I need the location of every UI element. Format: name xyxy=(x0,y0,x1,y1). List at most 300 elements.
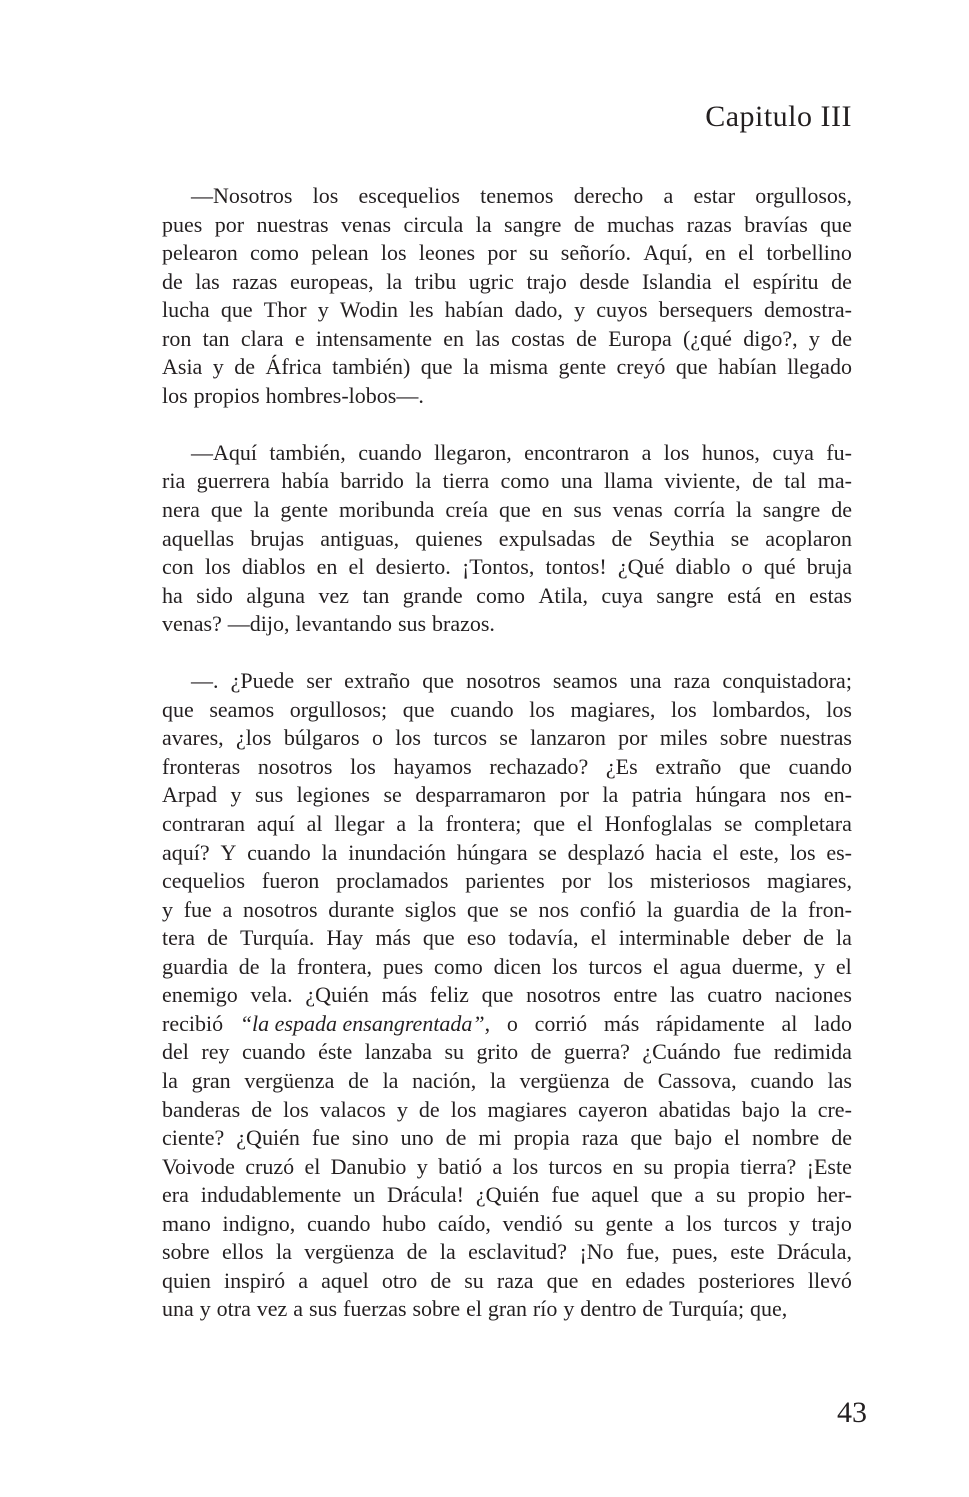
word: vendió xyxy=(502,1210,563,1236)
word: diablos xyxy=(241,554,306,580)
word: y xyxy=(212,354,224,380)
word: sobre xyxy=(412,1296,461,1322)
word: que xyxy=(630,1125,663,1151)
word: —. xyxy=(191,668,219,694)
word: de xyxy=(234,354,255,380)
word: aquellas xyxy=(162,525,235,551)
word: de xyxy=(831,497,852,523)
word: rápidamente xyxy=(656,1010,765,1036)
word: inundación xyxy=(348,839,446,865)
word: frontera; xyxy=(445,811,522,837)
word: indudablemente xyxy=(200,1182,342,1208)
word: Arpad xyxy=(162,782,217,808)
word: su xyxy=(528,240,549,266)
word: intensamente xyxy=(315,325,432,351)
text-line xyxy=(162,1181,852,1210)
word: Aquí, xyxy=(643,240,693,266)
word: de xyxy=(623,1067,645,1093)
word: inspiró xyxy=(223,1267,286,1293)
word: la xyxy=(462,354,479,380)
word: al xyxy=(306,811,323,837)
word: con xyxy=(162,554,194,580)
word: húngara xyxy=(695,782,767,808)
paragraph-gap xyxy=(162,639,852,668)
word: nos xyxy=(779,782,811,808)
word: Honfoglalas xyxy=(604,811,713,837)
word: ¿Quién xyxy=(236,1125,300,1151)
word: torbellino xyxy=(766,240,852,266)
word: Seythia xyxy=(648,525,715,551)
word: Voivode xyxy=(162,1153,235,1179)
text-line xyxy=(162,1267,852,1296)
word: como xyxy=(433,953,483,979)
word: ¿los xyxy=(236,725,272,751)
word: es- xyxy=(826,839,852,865)
word: seamos xyxy=(552,668,618,694)
word: rey xyxy=(201,1039,230,1065)
word: eso xyxy=(466,925,497,951)
text-line xyxy=(162,953,852,982)
word: que xyxy=(210,497,243,523)
word: guerra? xyxy=(563,1039,630,1065)
word: trajo xyxy=(526,268,567,294)
word: la xyxy=(790,1096,807,1122)
text-line xyxy=(162,781,852,810)
text-line xyxy=(162,1067,852,1096)
word: de xyxy=(749,896,771,922)
word: caído, xyxy=(437,1210,491,1236)
word: pelearon xyxy=(162,240,238,266)
word: de xyxy=(430,1267,452,1293)
text-line xyxy=(162,1124,852,1153)
text-line xyxy=(162,1210,852,1239)
word: y xyxy=(788,1210,800,1236)
word: frontera, xyxy=(296,953,373,979)
word: ¡Este xyxy=(806,1153,852,1179)
word: orgullosos; xyxy=(289,696,388,722)
word: que xyxy=(675,354,708,380)
text-line xyxy=(162,496,852,525)
word: gente xyxy=(558,354,607,380)
word: de xyxy=(238,953,260,979)
word: razas xyxy=(686,211,732,237)
word: grande xyxy=(402,582,463,608)
text-line xyxy=(162,1096,852,1125)
word: el xyxy=(712,839,729,865)
word: edades xyxy=(625,1267,686,1293)
word: —dijo, xyxy=(227,611,290,637)
word: ¡Tontos, xyxy=(461,554,535,580)
word: que xyxy=(820,211,852,237)
word: hunos, xyxy=(701,439,760,465)
text-line xyxy=(162,667,852,696)
word: el xyxy=(724,1125,740,1151)
word: ellos xyxy=(222,1239,264,1265)
word: pues xyxy=(382,953,424,979)
word: por xyxy=(214,211,245,237)
word: desparramaron xyxy=(415,782,547,808)
word: completara xyxy=(754,811,852,837)
word: la xyxy=(439,1239,456,1265)
word: quienes xyxy=(415,525,483,551)
word: los xyxy=(670,696,697,722)
word: durante xyxy=(328,896,395,922)
word: o xyxy=(741,554,753,580)
word: conquistadora; xyxy=(722,668,852,694)
word: está xyxy=(727,582,762,608)
word: ma- xyxy=(817,468,852,494)
word: circula xyxy=(403,211,464,237)
word: aquel xyxy=(321,1267,369,1293)
word: tierra xyxy=(442,468,490,494)
word: había xyxy=(281,468,329,494)
word: vez xyxy=(318,582,349,608)
word: bruja xyxy=(806,554,852,580)
word: y xyxy=(563,1296,575,1322)
word: los xyxy=(283,1096,309,1122)
word: moribunda xyxy=(339,497,435,523)
word: nos xyxy=(538,896,570,922)
word: fronteras xyxy=(162,753,241,779)
word: tan xyxy=(362,582,390,608)
word: extraño xyxy=(655,753,722,779)
word: expulsadas xyxy=(498,525,596,551)
word: que xyxy=(546,1267,579,1293)
word: que xyxy=(481,982,514,1008)
word: de xyxy=(573,211,595,237)
word: vergüenza xyxy=(244,1067,335,1093)
word: gran xyxy=(487,1296,527,1322)
word: que xyxy=(739,753,771,779)
word: banderas xyxy=(162,1096,241,1122)
word: de xyxy=(418,1096,440,1122)
word: húngara xyxy=(456,839,528,865)
word: que xyxy=(650,1182,683,1208)
word: las xyxy=(475,325,500,351)
word: fue xyxy=(733,1039,762,1065)
word: dado, xyxy=(514,297,563,323)
word: de xyxy=(445,1125,467,1151)
word: cuando xyxy=(750,1067,814,1093)
word: de xyxy=(752,468,773,494)
word: vela. xyxy=(250,982,293,1008)
word: estas xyxy=(809,582,852,608)
word: cuando xyxy=(358,439,422,465)
word: en xyxy=(774,582,796,608)
text-line xyxy=(162,810,852,839)
word: Turquía; xyxy=(669,1296,745,1322)
word: agua xyxy=(679,953,722,979)
word: la xyxy=(602,782,619,808)
word: por xyxy=(618,725,648,751)
word: la xyxy=(321,839,338,865)
word: aquí xyxy=(256,811,295,837)
text-line xyxy=(162,1238,852,1267)
word: raza xyxy=(496,1267,534,1293)
word: y xyxy=(230,782,242,808)
word: en xyxy=(316,554,338,580)
word: nosotros xyxy=(526,982,601,1008)
text-line xyxy=(162,211,852,240)
word: siglos xyxy=(404,896,457,922)
word: feliz xyxy=(429,982,469,1008)
word: de xyxy=(803,925,824,951)
word: la xyxy=(415,468,432,494)
word: valacos xyxy=(319,1096,386,1122)
italic-phrase: “la espada ensangrentada”, xyxy=(239,1010,491,1036)
word: los xyxy=(350,753,376,779)
word: se xyxy=(383,782,402,808)
word: otro xyxy=(381,1267,418,1293)
word: de xyxy=(406,1239,428,1265)
word: ¿Puede xyxy=(230,668,295,694)
word: fue xyxy=(183,896,212,922)
word: uno xyxy=(400,1125,434,1151)
word: sangre xyxy=(762,497,821,523)
word: África xyxy=(265,354,322,380)
word: hombres-lobos—. xyxy=(265,382,424,408)
word: ha xyxy=(162,582,183,608)
word: tontos! xyxy=(545,554,607,580)
word: ser xyxy=(306,668,332,694)
word: Y xyxy=(220,839,237,865)
word: este xyxy=(730,1239,765,1265)
word: como xyxy=(476,582,525,608)
word: e xyxy=(294,325,305,351)
word: mano xyxy=(162,1210,211,1236)
word: ¿Cuándo xyxy=(642,1039,721,1065)
word: dicen xyxy=(493,953,542,979)
word: nombre xyxy=(751,1125,820,1151)
word: gente xyxy=(605,1210,654,1236)
word: los xyxy=(789,839,816,865)
word: cuya xyxy=(772,439,814,465)
word: y xyxy=(317,297,329,323)
word: los xyxy=(663,439,690,465)
word: en xyxy=(591,1267,613,1293)
word: de xyxy=(831,268,852,294)
word: que xyxy=(402,696,435,722)
word: aquí? xyxy=(162,839,210,865)
word: miles xyxy=(659,725,708,751)
text-line xyxy=(162,182,852,211)
word: nuestras xyxy=(779,725,852,751)
word: fuerzas xyxy=(343,1296,407,1322)
text-line xyxy=(162,1010,852,1039)
word: razas xyxy=(232,268,278,294)
word: sino xyxy=(351,1125,389,1151)
word: grito xyxy=(476,1039,519,1065)
word: por xyxy=(487,240,517,266)
word: y xyxy=(574,297,586,323)
word: los xyxy=(529,696,555,722)
word: fueron xyxy=(261,868,320,894)
word: sus xyxy=(255,782,284,808)
word: Wodin xyxy=(339,297,398,323)
word: o xyxy=(371,725,383,751)
word: del xyxy=(162,1039,189,1065)
word: redimida xyxy=(773,1039,852,1065)
word: digo?, xyxy=(743,325,798,351)
word: propio xyxy=(747,1182,806,1208)
word: las xyxy=(670,982,695,1008)
word: y xyxy=(808,325,820,351)
word: contraran xyxy=(162,811,246,837)
word: éste xyxy=(318,1039,353,1065)
word: clara xyxy=(240,325,284,351)
word: que xyxy=(420,354,453,380)
word: corrió xyxy=(534,1010,588,1036)
word: —Aquí xyxy=(191,439,257,465)
word: turcos xyxy=(433,725,488,751)
word: su xyxy=(716,1182,736,1208)
word: lanzaba xyxy=(364,1039,432,1065)
word: vez xyxy=(256,1296,288,1322)
word: y xyxy=(199,1296,211,1322)
word: Drácula! xyxy=(387,1182,464,1208)
word: avares, xyxy=(162,725,224,751)
word: como xyxy=(500,468,550,494)
word: sus xyxy=(397,611,427,637)
word: misteriosos xyxy=(650,868,751,894)
text-line xyxy=(162,268,852,297)
word: todavía, xyxy=(508,925,579,951)
word: ¿Quién xyxy=(305,982,369,1008)
text-line xyxy=(162,525,852,554)
word: que xyxy=(499,497,531,523)
word: cuya xyxy=(601,582,643,608)
word: nuestras xyxy=(256,211,329,237)
word: de xyxy=(642,1296,664,1322)
word: lucha xyxy=(162,297,210,323)
word: en xyxy=(705,240,726,266)
word: la xyxy=(386,268,403,294)
word: desierto. xyxy=(375,554,451,580)
word: los xyxy=(512,1153,539,1179)
word: bravías xyxy=(744,211,808,237)
word: propia xyxy=(513,1125,570,1151)
word: por xyxy=(561,868,591,894)
word: raza xyxy=(673,668,711,694)
word: en xyxy=(541,497,563,523)
word: leones xyxy=(418,240,476,266)
text-line xyxy=(162,724,852,753)
word: en xyxy=(612,1153,634,1179)
word: que xyxy=(466,896,499,922)
word: hayamos xyxy=(393,753,472,779)
word: her- xyxy=(816,1182,852,1208)
word: lanzaron xyxy=(530,725,606,751)
word: otra xyxy=(216,1296,251,1322)
word: magiares, xyxy=(570,696,656,722)
word: Cassova, xyxy=(657,1067,737,1093)
word: a xyxy=(641,439,652,465)
word: el xyxy=(738,240,755,266)
word: llevó xyxy=(807,1267,852,1293)
word: su xyxy=(574,1210,594,1236)
word: Hay xyxy=(326,925,364,951)
word: se xyxy=(723,811,743,837)
word: brazos. xyxy=(432,611,495,637)
word: antiguas, xyxy=(320,525,400,551)
word: de xyxy=(831,1125,852,1151)
word: la xyxy=(781,896,798,922)
word: lombardos, xyxy=(712,696,811,722)
word: Atila, xyxy=(538,582,588,608)
word: de xyxy=(611,525,633,551)
word: indigno, xyxy=(222,1210,296,1236)
word: su xyxy=(444,1039,465,1065)
word: ria xyxy=(162,468,186,494)
word: que xyxy=(220,297,253,323)
word: los xyxy=(395,725,421,751)
word: río xyxy=(532,1296,558,1322)
text-line xyxy=(162,753,852,782)
text-line xyxy=(162,553,852,582)
word: patria xyxy=(631,782,682,808)
text-line xyxy=(162,582,852,611)
word: estar xyxy=(693,183,736,208)
word: las xyxy=(195,268,220,294)
word: nera xyxy=(162,497,200,523)
word: habían xyxy=(444,297,504,323)
word: parientes xyxy=(465,868,545,894)
word: bajo xyxy=(674,1125,713,1151)
word: interminable xyxy=(618,925,730,951)
word: que xyxy=(422,668,454,694)
text-line xyxy=(162,325,852,354)
word: sus xyxy=(308,1296,338,1322)
word: entre xyxy=(613,982,658,1008)
word: llegaron, xyxy=(434,439,512,465)
word: creía xyxy=(445,497,489,523)
word: viviente, xyxy=(664,468,741,494)
word: pelean xyxy=(311,240,369,266)
word: tera xyxy=(162,925,195,951)
word: el xyxy=(724,268,741,294)
word: cuando xyxy=(242,1039,306,1065)
word: ¿Quién xyxy=(475,1182,540,1208)
word: los xyxy=(826,696,852,722)
word: aquel xyxy=(591,1182,639,1208)
text-line xyxy=(162,1153,852,1182)
word: Danubio xyxy=(330,1153,407,1179)
word: vergüenza xyxy=(519,1067,610,1093)
word: fue xyxy=(311,1125,340,1151)
word: los xyxy=(686,1210,712,1236)
word: sus xyxy=(573,497,602,523)
word: gente xyxy=(280,497,329,523)
word: batió xyxy=(438,1153,483,1179)
word: brujas xyxy=(250,525,305,551)
word: y xyxy=(396,1096,408,1122)
word: turcos xyxy=(723,1210,778,1236)
word: derecho xyxy=(573,183,644,208)
word: tribu xyxy=(414,268,457,294)
word: lado xyxy=(814,1010,852,1036)
word: gran xyxy=(191,1067,231,1093)
word: magiares xyxy=(487,1096,567,1122)
paragraph xyxy=(162,439,852,639)
word: se xyxy=(538,839,557,865)
word: también) xyxy=(332,354,411,380)
word: los xyxy=(450,1096,477,1122)
word: bajo xyxy=(741,1096,780,1122)
word: tierra? xyxy=(740,1153,797,1179)
word: cequelios xyxy=(162,868,246,894)
paragraph-gap xyxy=(162,410,852,439)
word: la xyxy=(270,953,287,979)
